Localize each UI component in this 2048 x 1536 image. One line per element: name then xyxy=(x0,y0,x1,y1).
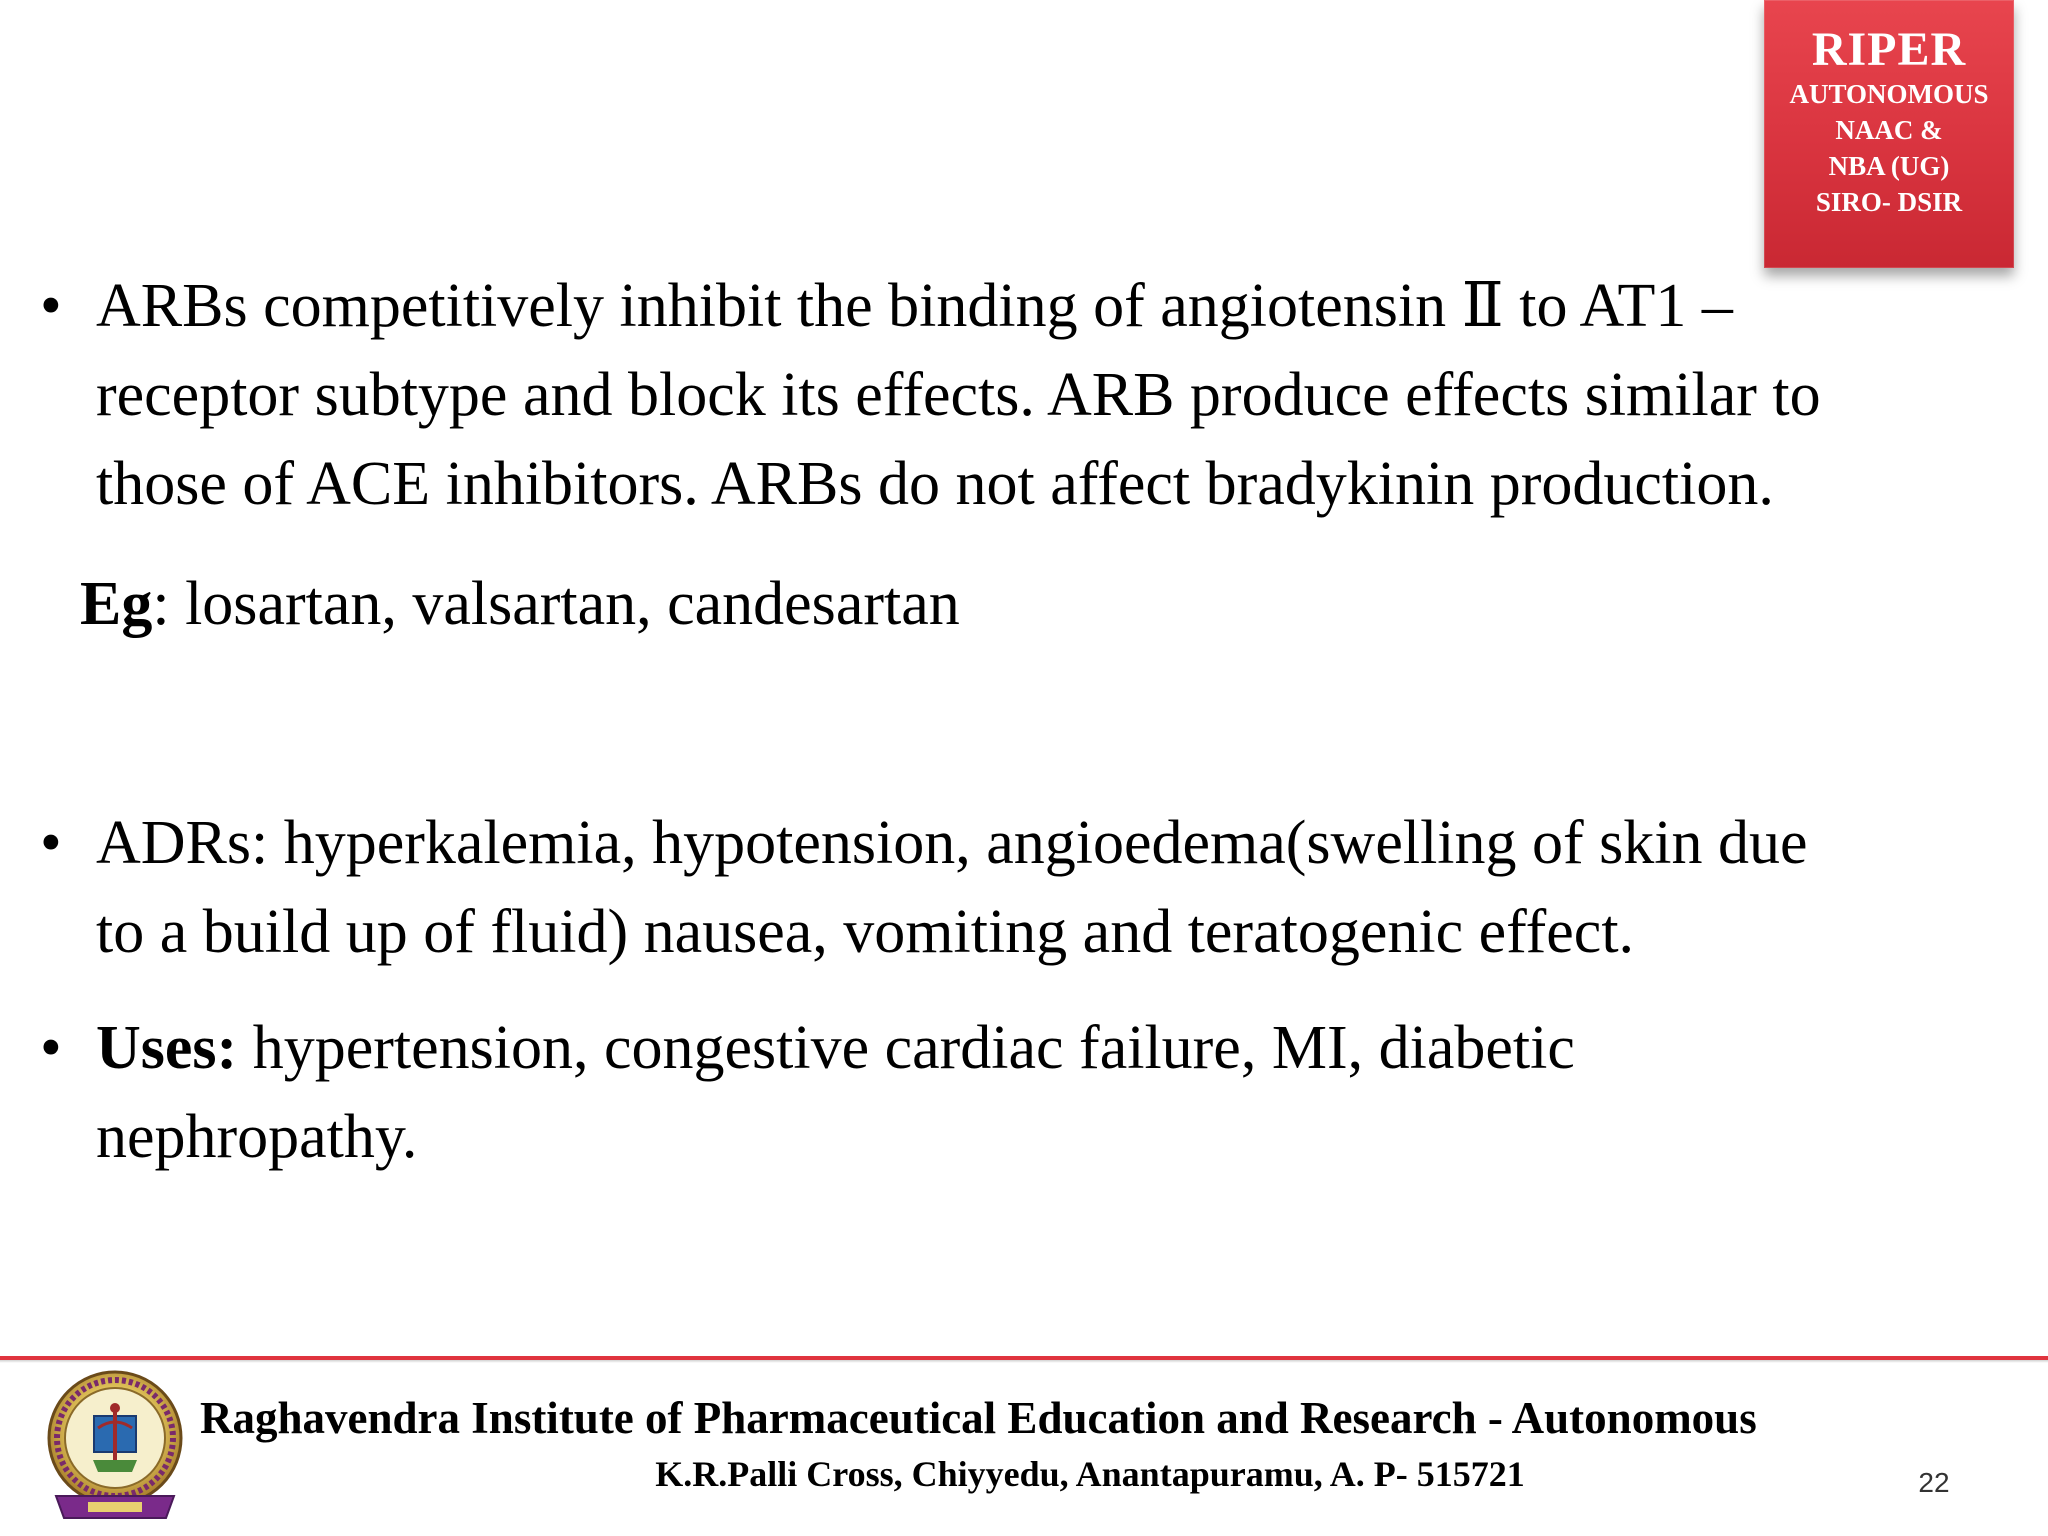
bullet3-line1 xyxy=(96,1004,2000,1093)
footer-address: K.R.Palli Cross, Chiyyedu, Anantapuramu, A. P- 515721 xyxy=(655,1454,1525,1494)
example-label: Eg xyxy=(80,570,153,638)
bullet-uses xyxy=(40,1004,2000,1182)
badge-title: RIPER xyxy=(1811,23,1967,76)
bullet-arbs-mechanism xyxy=(40,262,2000,529)
footer-institute-name: Raghavendra Institute of Pharmaceutical Education and Research - Autonomous xyxy=(200,1393,1757,1443)
bullet1-line3: those of ACE inhibitors. ARBs do not affect bradykinin production. xyxy=(96,450,1774,518)
bullet2-line2: to a build up of fluid) nausea, vomiting and teratogenic effect. xyxy=(96,898,1635,966)
bullet1-line2: receptor subtype and block its effects. ARB produce effects similar to xyxy=(96,361,1821,429)
bullet-adrs xyxy=(40,799,2000,977)
uses-label: Uses: xyxy=(96,1014,238,1082)
bullet1-line1: ARBs competitively inhibit the binding of angiotensin Ⅱ to AT1 – xyxy=(96,272,1733,340)
page-number: 22 xyxy=(1918,1467,1950,1498)
badge-line-autonomous: AUTONOMOUS xyxy=(1789,79,1989,109)
badge-line-nba: NBA (UG) xyxy=(1828,151,1950,181)
badge-line-siro: SIRO- DSIR xyxy=(1815,187,1963,217)
bullet3-line2: nephropathy. xyxy=(96,1103,418,1171)
institute-seal-icon xyxy=(38,1368,192,1528)
bullet-icon: • xyxy=(40,1014,62,1082)
example-line xyxy=(80,560,960,649)
example-text: : losartan, valsartan, candesartan xyxy=(152,570,960,638)
bullet-icon: • xyxy=(40,272,62,340)
badge-line-naac: NAAC & xyxy=(1835,115,1943,145)
bullet2-line1: ADRs: hyperkalemia, hypotension, angioedema(swelling of skin due xyxy=(96,809,1808,877)
accreditation-badge xyxy=(1764,0,2014,268)
uses-text: hypertension, congestive cardiac failure, MI, diabetic xyxy=(237,1014,1575,1082)
bullet-icon: • xyxy=(40,809,62,877)
footer-divider-shadow xyxy=(0,1360,2048,1363)
